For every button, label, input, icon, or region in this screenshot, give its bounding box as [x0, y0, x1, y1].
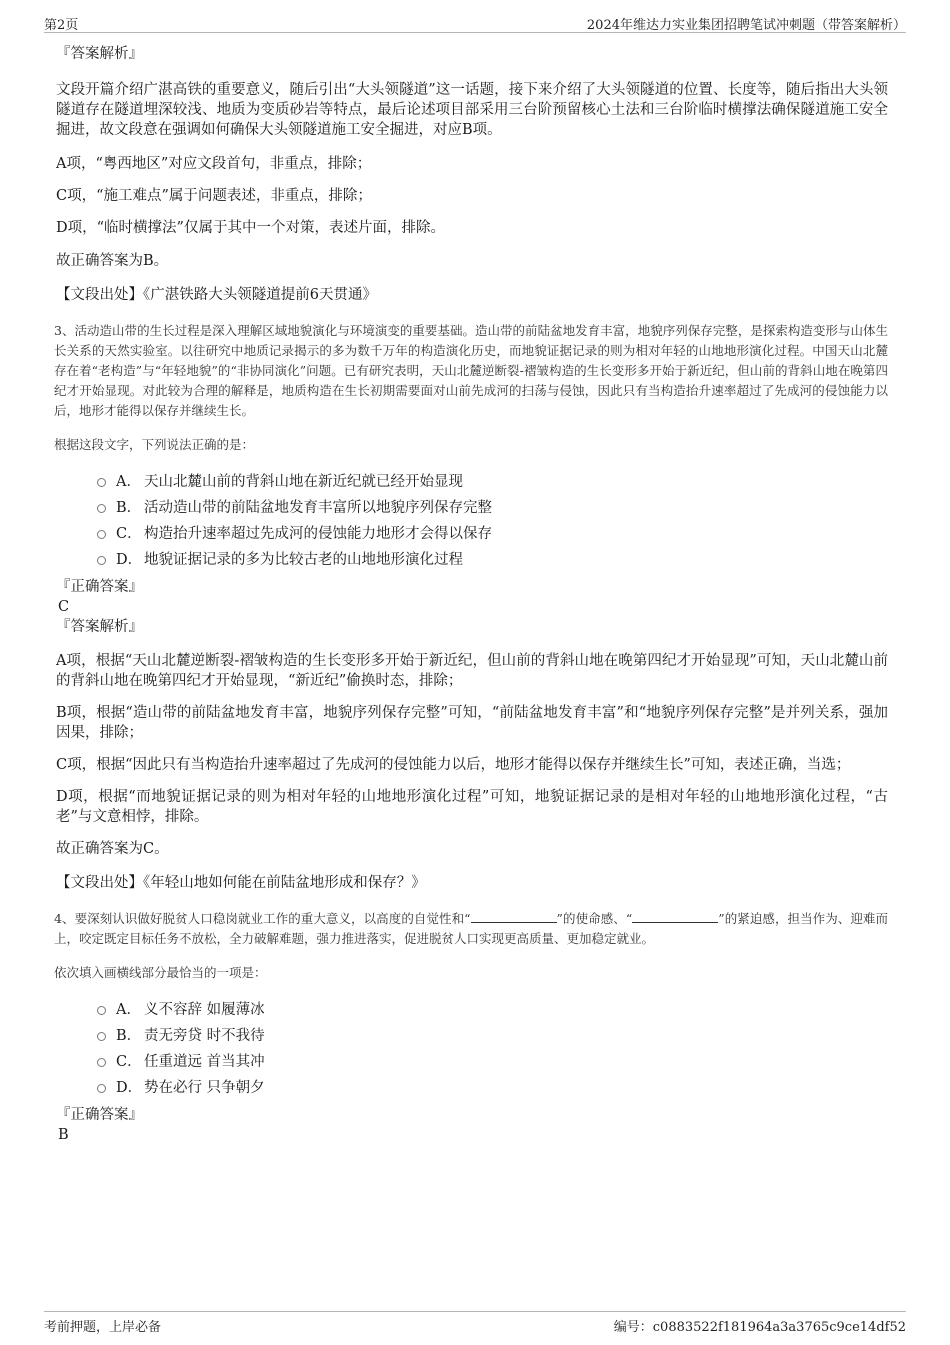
q4-option-d[interactable] — [56, 1075, 888, 1101]
q4-option-c[interactable] — [56, 1049, 888, 1075]
option-letter: A． — [116, 1002, 141, 1018]
option-text: 地貌证据记录的多为比较古老的山地地形演化过程 — [144, 552, 463, 568]
page-footer — [44, 1311, 906, 1336]
q4-stem-part-2: ”的使命感、“ — [556, 911, 633, 926]
q4-option-b[interactable] — [56, 1023, 888, 1049]
q3-analysis-b: B项，根据“造山带的前陆盆地发育丰富，地貌序列保存完整”可知，“前陆盆地发育丰富”和“地貌序列保存完整”是并列关系，强加因果，排除； — [56, 705, 888, 741]
q4-options — [56, 997, 888, 1101]
option-text: 任重道远 首当其冲 — [144, 1054, 265, 1070]
q2-analysis-c: C项，“施工难点”属于问题表述，非重点，排除； — [56, 188, 372, 204]
q4-stem — [54, 909, 888, 949]
radio-icon[interactable] — [97, 1006, 106, 1015]
q3-analysis-a: A项，根据“天山北麓逆断裂-褶皱构造的生长变形多开始于新近纪，但山前的背斜山地在晚第四纪才开始显现”可知，天山北麓山前的背斜山地在晚第四纪才开始显现，“新近纪”偷换时态，排除； — [56, 653, 888, 689]
option-letter: D． — [116, 1080, 143, 1096]
fill-blank-1 — [471, 910, 557, 923]
q3-option-d[interactable] — [56, 547, 888, 573]
option-text: 构造抬升速率超过先成河的侵蚀能力地形才会得以保存 — [144, 526, 492, 542]
q4-prompt: 依次填入画横线部分最恰当的一项是： — [54, 965, 267, 980]
q2-analysis-a: A项，“粤西地区”对应文段首句，非重点，排除； — [56, 156, 372, 172]
radio-icon[interactable] — [97, 556, 106, 565]
option-text: 势在必行 只争朝夕 — [144, 1080, 265, 1096]
q2-source: 【文段出处】《广湛铁路大头领隧道提前6天贯通》 — [56, 287, 377, 303]
option-letter: B． — [116, 500, 142, 516]
footer-slogan: 考前押题，上岸必备 — [44, 1320, 162, 1335]
option-text: 义不容辞 如履薄冰 — [144, 1002, 265, 1018]
q3-option-c[interactable] — [56, 521, 888, 547]
page-number: 第2页 — [44, 18, 79, 33]
option-letter: C． — [116, 1054, 142, 1070]
page-header — [44, 12, 906, 33]
radio-icon[interactable] — [97, 1032, 106, 1041]
q3-analysis-d: D项，根据“而地貌证据记录的则为相对年轻的山地地形演化过程”可知，地貌证据记录的是相对年轻的山地地形演化过程，“古老”与文意相悖，排除。 — [56, 789, 888, 825]
q3-conclusion: 故正确答案为C。 — [56, 841, 169, 857]
document-title: 2024年维达力实业集团招聘笔试冲刺题（带答案解析） — [586, 18, 906, 33]
q3-answer-tag: 『正确答案』 — [56, 579, 143, 595]
q3-analysis-c: C项，根据“因此只有当构造抬升速率超过了先成河的侵蚀能力以后，地形才能得以保存并继续生长”可知，表述正确，当选； — [56, 757, 851, 773]
fill-blank-2 — [632, 910, 718, 923]
q4-stem-part-1: 4、要深刻认识做好脱贫人口稳岗就业工作的重大意义，以高度的自觉性和“ — [54, 911, 471, 926]
q4-option-a[interactable] — [56, 997, 888, 1023]
q4-stem-part-3: ”的紧迫感，担当作为、迎难而上，咬定既定目标任务不放松，全力破解难题，强力推进落实，促进脱贫人口实现更高质量、更加稳定就业。 — [54, 911, 888, 946]
q4-answer-tag: 『正确答案』 — [56, 1107, 143, 1123]
radio-icon[interactable] — [97, 478, 106, 487]
q3-option-a[interactable] — [56, 469, 888, 495]
option-letter: A． — [116, 474, 141, 490]
option-letter: D． — [116, 552, 143, 568]
option-text: 活动造山带的前陆盆地发育丰富所以地貌序列保存完整 — [144, 500, 492, 516]
page-content — [56, 44, 888, 1145]
q4-answer: B — [58, 1127, 69, 1143]
q3-option-b[interactable] — [56, 495, 888, 521]
q3-stem: 3、活动造山带的生长过程是深入理解区域地貌演化与环境演变的重要基础。造山带的前陆盆地发育丰富，地貌序列保存完整，是探索构造变形与山体生长关系的天然实验室。以往研究中地质记录揭示的多为数千万年的构造演化历史，而地貌证据记录的则为相对年轻的山地地形演化过程。中国天山北麓存在着“老构造”与“年轻地貌”的“非协同演化”问题。已有研究表明，天山北麓逆断裂-褶皱构造的生长变形多开始于新近纪，但山前的背斜山地在晚第四纪才开始显现。对此较为合理的解释是，地质构造在生长初期需要面对山前先成河的扫荡与侵蚀，因此只有当构造抬升速率超过了先成河的侵蚀能力以后，地形才能得以保存并继续生长。 — [54, 323, 888, 418]
q2-analysis-text: 文段开篇介绍广湛高铁的重要意义，随后引出“大头领隧道”这一话题，接下来介绍了大头领隧道的位置、长度等，随后指出大头领隧道存在隧道埋深较浅、地质为变质砂岩等特点，最后论述项目部采用三台阶预留核心土法和三台阶临时横撑法确保隧道施工安全掘进，故文段意在强调如何确保大头领隧道施工安全掘进，对应B项。 — [56, 82, 888, 138]
option-letter: B． — [116, 1028, 142, 1044]
radio-icon[interactable] — [97, 504, 106, 513]
q3-options — [56, 469, 888, 573]
q3-source: 【文段出处】《年轻山地如何能在前陆盆地形成和保存？》 — [56, 875, 426, 891]
q2-conclusion: 故正确答案为B。 — [56, 253, 169, 269]
radio-icon[interactable] — [97, 1058, 106, 1067]
q3-analysis-tag: 『答案解析』 — [56, 619, 143, 635]
q2-analysis-d: D项，“临时横撑法”仅属于其中一个对策，表述片面，排除。 — [56, 220, 445, 236]
option-text: 天山北麓山前的背斜山地在新近纪就已经开始显现 — [144, 474, 463, 490]
option-text: 责无旁贷 时不我待 — [144, 1028, 265, 1044]
radio-icon[interactable] — [97, 530, 106, 539]
document-code: 编号：c0883522f181964a3a3765c9ce14df52 — [613, 1320, 906, 1335]
q3-answer: C — [58, 599, 70, 615]
q2-analysis-tag: 『答案解析』 — [56, 46, 143, 62]
radio-icon[interactable] — [97, 1084, 106, 1093]
option-letter: C． — [116, 526, 142, 542]
q3-prompt: 根据这段文字，下列说法正确的是： — [54, 437, 255, 452]
